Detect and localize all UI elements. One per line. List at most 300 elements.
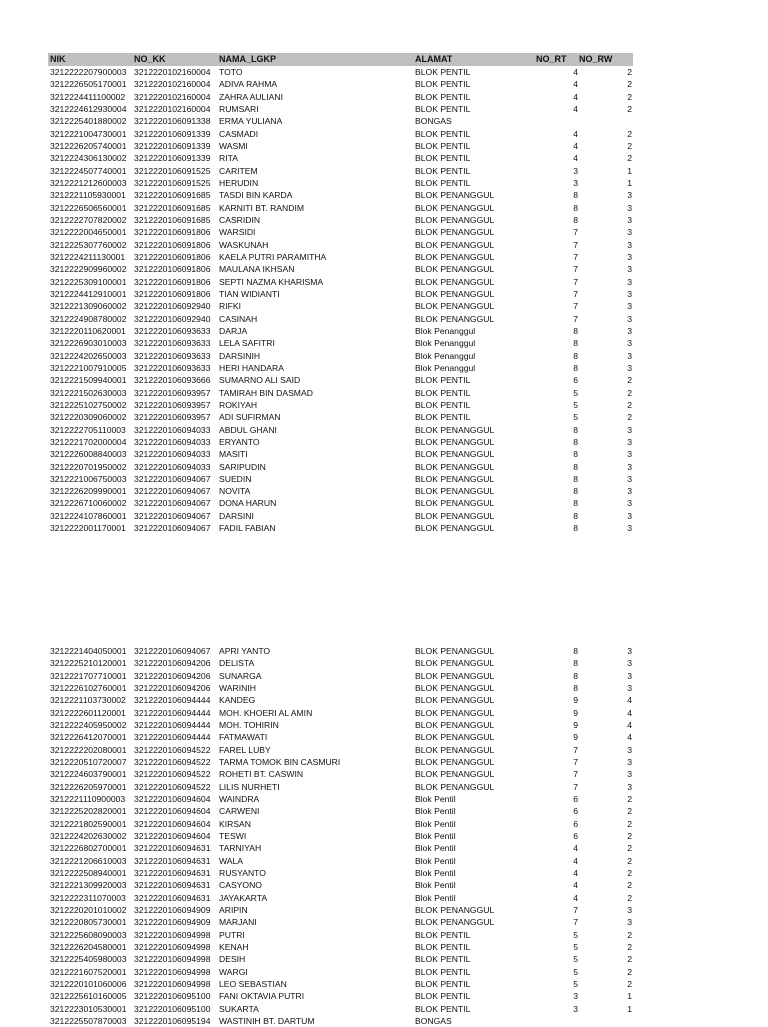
cell-nik: 3212226008840003 [50,449,127,460]
cell-alamat: Blok Pentil [415,880,456,891]
cell-no-rw: 3 [627,498,632,509]
cell-no-rw: 3 [627,301,632,312]
cell-alamat: BLOK PENTIL [415,954,471,965]
table-row [48,744,633,756]
cell-nama-lgkp: TASDI BIN KARDA [219,190,293,201]
cell-no-rt: 7 [573,276,578,287]
cell-nama-lgkp: MAULANA IKHSAN [219,264,295,275]
cell-nama-lgkp: HERI HANDARA [219,362,284,373]
cell-no-rt: 7 [573,769,578,780]
cell-no-rt: 9 [573,732,578,743]
cell-no-rw: 2 [627,387,632,398]
cell-no-rw: 3 [627,461,632,472]
cell-no-rw: 3 [627,202,632,213]
cell-nik: 3212225405980003 [50,954,127,965]
cell-alamat: BLOK PENANGGUL [415,424,495,435]
table-row [48,325,633,337]
cell-no-kk: 3212220106094033 [134,449,211,460]
cell-nik: 3212220110620001 [50,325,126,336]
table-row [48,719,633,731]
cell-nama-lgkp: FAREL LUBY [219,744,271,755]
table-row [48,177,633,189]
cell-nik: 3212224908780002 [50,313,127,324]
cell-nama-lgkp: FADIL FABIAN [219,523,276,534]
cell-no-kk: 3212220102160004 [134,91,211,102]
cell-no-rt: 9 [573,719,578,730]
cell-no-kk: 3212220106094998 [134,941,211,952]
table-row [48,436,633,448]
cell-no-rt: 9 [573,707,578,718]
cell-nama-lgkp: SUEDIN [219,473,252,484]
cell-no-rw: 2 [627,793,632,804]
cell-no-kk: 3212220106094067 [134,646,211,656]
cell-nama-lgkp: SUMARNO ALI SAID [219,375,301,386]
cell-nik: 3212224107860001 [50,510,127,521]
cell-nama-lgkp: CARITEM [219,165,258,176]
cell-alamat: BLOK PENANGGUL [415,461,495,472]
cell-alamat: BLOK PENTIL [415,978,471,989]
cell-no-kk: 3212220106095194 [134,1015,211,1026]
cell-nama-lgkp: KIRSAN [219,818,251,829]
cell-no-rt: 7 [573,301,578,312]
table-row [48,202,633,214]
cell-nama-lgkp: WASTINIH BT. DARTUM [219,1015,315,1026]
cell-no-rw: 4 [627,695,632,706]
table-row [48,350,633,362]
cell-nik: 3212222508940001 [50,867,127,878]
cell-no-kk: 3212220106094444 [134,719,211,730]
cell-nama-lgkp: FANI OKTAVIA PUTRI [219,991,305,1002]
cell-nama-lgkp: LEO SEBASTIAN [219,978,287,989]
cell-no-rw: 3 [627,744,632,755]
table-row [48,473,633,485]
cell-no-rw: 2 [627,103,632,114]
cell-no-rw: 3 [627,313,632,324]
cell-alamat: BLOK PENANGGUL [415,670,495,681]
table-row [48,707,633,719]
cell-no-kk: 3212220106093633 [134,325,211,336]
cell-no-kk: 3212220106094631 [134,843,211,854]
cell-alamat: BLOK PENANGGUL [415,251,495,262]
cell-nama-lgkp: CASRIDIN [219,214,261,225]
table-row [48,165,633,177]
cell-no-rw: 3 [627,239,632,250]
header-alamat: ALAMAT [415,54,453,64]
cell-nama-lgkp: DARSINIH [219,350,261,361]
cell-nama-lgkp: TARNIYAH [219,843,262,854]
cell-nama-lgkp: TOTO [219,67,243,77]
cell-no-rt: 8 [573,190,578,201]
cell-no-rt: 5 [573,412,578,423]
cell-no-kk: 3212220106094444 [134,695,211,706]
cell-alamat: BLOK PENANGGUL [415,658,495,669]
cell-alamat: BLOK PENANGGUL [415,227,495,238]
cell-no-rt: 4 [573,843,578,854]
cell-nik: 3212220309060002 [50,412,127,423]
cell-nik: 3212225608090003 [50,929,127,940]
table-row [48,276,633,288]
cell-no-rw: 1 [627,991,632,1002]
cell-no-rt: 8 [573,473,578,484]
cell-nik: 3212226205970001 [50,781,127,792]
cell-alamat: BLOK PENANGGUL [415,202,495,213]
cell-alamat: BLOK PENTIL [415,929,471,940]
table-row [48,670,633,682]
table-row [48,978,633,990]
table-row [48,929,633,941]
cell-no-rt: 8 [573,670,578,681]
cell-nama-lgkp: RUMSARI [219,103,259,114]
cell-no-rw: 2 [627,855,632,866]
cell-no-rw: 2 [627,830,632,841]
table-row [48,731,633,743]
cell-nik: 3212221707710001 [50,670,127,681]
cell-alamat: BLOK PENTIL [415,67,471,77]
cell-no-kk: 3212220106094631 [134,867,211,878]
table-row [48,892,633,904]
table-row [48,66,633,78]
cell-no-rw: 2 [627,806,632,817]
table-row [48,497,633,509]
cell-alamat: BLOK PENANGGUL [415,498,495,509]
cell-no-kk: 3212220106095100 [134,991,211,1002]
cell-no-kk: 3212220106094067 [134,486,211,497]
cell-nik: 3212220101060006 [50,978,127,989]
cell-no-rt: 8 [573,510,578,521]
cell-nik: 3212222909960002 [50,264,127,275]
cell-no-kk: 3212220106094522 [134,769,211,780]
cell-no-rt: 8 [573,658,578,669]
cell-no-rw: 2 [627,79,632,90]
cell-nik: 3212221004730001 [50,128,127,139]
cell-no-kk: 3212220106091525 [134,165,211,176]
cell-no-kk: 3212220106094522 [134,781,211,792]
cell-alamat: BLOK PENANGGUL [415,719,495,730]
cell-no-kk: 3212220106093633 [134,338,211,349]
cell-no-rt: 3 [573,177,578,188]
cell-no-kk: 3212220102160004 [134,79,211,90]
cell-no-kk: 3212220106094522 [134,744,211,755]
cell-nama-lgkp: CASYONO [219,880,262,891]
cell-nik: 3212224202650003 [50,350,127,361]
cell-no-rw: 1 [627,165,632,176]
cell-no-rt: 8 [573,424,578,435]
cell-nik: 3212222707820002 [50,214,127,225]
cell-nik: 3212222207900003 [50,67,127,77]
cell-no-rw: 3 [627,338,632,349]
cell-no-rt: 5 [573,387,578,398]
cell-no-rw: 3 [627,362,632,373]
cell-no-rt: 4 [573,140,578,151]
cell-alamat: BLOK PENTIL [415,941,471,952]
cell-no-kk: 3212220106093633 [134,350,211,361]
cell-no-kk: 3212220106094033 [134,424,211,435]
table-row [48,337,633,349]
cell-no-rw: 2 [627,412,632,423]
cell-nama-lgkp: KARNITI BT. RANDIM [219,202,304,213]
cell-no-kk: 3212220106091806 [134,264,211,275]
table-row [48,214,633,226]
cell-nik: 3212221309060002 [50,301,127,312]
cell-nama-lgkp: DELISTA [219,658,255,669]
cell-alamat: BLOK PENANGGUL [415,239,495,250]
cell-no-rt: 4 [573,128,578,139]
cell-nik: 3212221206610003 [50,855,127,866]
cell-no-kk: 3212220106091806 [134,251,211,262]
cell-nik: 3212221007910005 [50,362,127,373]
table-row [48,103,633,115]
cell-no-rw: 2 [627,128,632,139]
table-row [48,424,633,436]
cell-alamat: Blok Pentil [415,793,456,804]
cell-no-kk: 3212220106094998 [134,929,211,940]
cell-no-rw: 4 [627,732,632,743]
cell-nik: 3212225401880002 [50,116,127,127]
cell-no-rt: 8 [573,325,578,336]
table-row [48,374,633,386]
cell-alamat: BLOK PENANGGUL [415,486,495,497]
cell-alamat: BLOK PENANGGUL [415,276,495,287]
cell-no-kk: 3212220106094033 [134,436,211,447]
cell-no-kk: 3212220106091806 [134,288,211,299]
cell-no-rt: 7 [573,313,578,324]
cell-alamat: BLOK PENTIL [415,399,471,410]
cell-no-rw: 1 [627,1003,632,1014]
cell-no-rw: 3 [627,904,632,915]
cell-nik: 3212222202080001 [50,744,127,755]
cell-alamat: BLOK PENANGGUL [415,436,495,447]
table-row [48,793,633,805]
cell-no-rt: 8 [573,449,578,460]
cell-nama-lgkp: APRI YANTO [219,646,271,656]
table-row [48,879,633,891]
cell-no-rt: 4 [573,892,578,903]
cell-nik: 3212220701950002 [50,461,127,472]
table-row [48,78,633,90]
table-row [48,91,633,103]
table-row [48,461,633,473]
cell-no-rw: 3 [627,424,632,435]
table-row [48,128,633,140]
cell-nama-lgkp: SARIPUDIN [219,461,266,472]
table-row [48,657,633,669]
cell-no-rw: 2 [627,880,632,891]
cell-alamat: Blok Pentil [415,867,456,878]
cell-no-rt: 7 [573,264,578,275]
cell-no-kk: 3212220106094067 [134,510,211,521]
cell-no-rw: 3 [627,190,632,201]
cell-nama-lgkp: KENAH [219,941,249,952]
cell-no-kk: 3212220106093633 [134,362,211,373]
cell-alamat: BLOK PENTIL [415,103,471,114]
cell-no-kk: 3212220106094444 [134,732,211,743]
cell-no-kk: 3212220106094631 [134,892,211,903]
cell-no-kk: 3212220106094604 [134,818,211,829]
cell-nik: 3212225610160005 [50,991,127,1002]
table-row [48,522,633,534]
cell-nama-lgkp: RUSYANTO [219,867,266,878]
table-row [48,953,633,965]
cell-nik: 3212226102760001 [50,682,127,693]
cell-no-rt: 8 [573,202,578,213]
table-row [48,855,633,867]
cell-alamat: Blok Penanggul [415,350,476,361]
cell-nama-lgkp: ERMA YULIANA [219,116,283,127]
table-row [48,251,633,263]
cell-no-rt: 8 [573,338,578,349]
cell-nama-lgkp: WASMI [219,140,248,151]
cell-nik: 3212226710060002 [50,498,127,509]
cell-nama-lgkp: FATMAWATI [219,732,268,743]
cell-no-rw: 3 [627,646,632,656]
cell-no-rw: 3 [627,264,632,275]
cell-no-rw: 3 [627,473,632,484]
cell-no-kk: 3212220106093957 [134,399,211,410]
header-nama-lgkp: NAMA_LGKP [219,54,277,64]
cell-nama-lgkp: ROKIYAH [219,399,258,410]
cell-nik: 3212226505170001 [50,79,127,90]
cell-no-rw: 3 [627,510,632,521]
cell-no-kk: 3212220106094998 [134,978,211,989]
cell-no-rw: 2 [627,375,632,386]
cell-no-kk: 3212220106094909 [134,904,211,915]
cell-nama-lgkp: ROHETI BT. CASWIN [219,769,304,780]
cell-alamat: BLOK PENTIL [415,165,471,176]
cell-nik: 3212222601120001 [50,707,126,718]
cell-nik: 3212221502630003 [50,387,127,398]
cell-nik: 3212222705110003 [50,424,126,435]
cell-nama-lgkp: WASKUNAH [219,239,269,250]
cell-no-rw: 2 [627,978,632,989]
cell-no-rt: 3 [573,165,578,176]
cell-no-rt: 5 [573,978,578,989]
table-row [48,805,633,817]
cell-no-kk: 3212220106094067 [134,473,211,484]
cell-alamat: BLOK PENTIL [415,412,471,423]
cell-nama-lgkp: ABDUL GHANI [219,424,277,435]
cell-nik: 3212226205740001 [50,140,127,151]
cell-no-rw: 2 [627,892,632,903]
cell-no-rt: 5 [573,966,578,977]
cell-alamat: BLOK PENTIL [415,966,471,977]
cell-no-rt: 8 [573,436,578,447]
cell-no-kk: 3212220106091685 [134,190,211,201]
cell-no-rt: 8 [573,350,578,361]
cell-nama-lgkp: DARSINI [219,510,254,521]
table-row [48,226,633,238]
cell-alamat: BLOK PENANGGUL [415,904,495,915]
cell-nik: 3212226903010003 [50,338,127,349]
cell-no-kk: 3212220106094522 [134,756,211,767]
cell-alamat: BLOK PENANGGUL [415,301,495,312]
cell-nama-lgkp: TARMA TOMOK BIN CASMURI [219,756,341,767]
cell-alamat: BLOK PENTIL [415,177,471,188]
cell-no-kk: 3212220106094206 [134,670,211,681]
cell-alamat: BLOK PENANGGUL [415,707,495,718]
cell-no-rw: 4 [627,719,632,730]
cell-nik: 3212221103730002 [50,695,126,706]
table-row [48,818,633,830]
cell-nik: 3212221607520001 [50,966,127,977]
cell-no-rt: 4 [573,91,578,102]
table-row [48,510,633,522]
cell-no-rw: 1 [627,177,632,188]
cell-nama-lgkp: PUTRI [219,929,245,940]
table-row [48,1003,633,1015]
cell-no-kk: 3212220106091685 [134,214,211,225]
table-row [48,288,633,300]
cell-no-rt: 8 [573,498,578,509]
cell-no-rt: 5 [573,941,578,952]
cell-alamat: BLOK PENANGGUL [415,732,495,743]
cell-no-kk: 3212220106094631 [134,880,211,891]
cell-nama-lgkp: ARIPIN [219,904,248,915]
cell-no-rw: 2 [627,941,632,952]
table-row [48,781,633,793]
cell-no-kk: 3212220106094604 [134,830,211,841]
cell-nama-lgkp: WARSIDI [219,227,256,238]
cell-nik: 3212224603790001 [50,769,127,780]
cell-nik: 3212221404050001 [50,646,127,656]
cell-nama-lgkp: TIAN WIDIANTI [219,288,280,299]
cell-no-rt: 5 [573,929,578,940]
cell-nama-lgkp: JAYAKARTA [219,892,268,903]
cell-no-rt: 6 [573,806,578,817]
cell-nik: 3212222311070003 [50,892,126,903]
cell-nama-lgkp: ERYANTO [219,436,260,447]
cell-no-kk: 3212220106094067 [134,523,211,534]
cell-nik: 3212224507740001 [50,165,127,176]
cell-no-kk: 3212220106092940 [134,301,211,312]
cell-nik: 3212224202630002 [50,830,127,841]
cell-nama-lgkp: DARJA [219,325,248,336]
cell-nik: 3212225507870003 [50,1015,127,1026]
table-row [48,842,633,854]
cell-no-kk: 3212220106094998 [134,954,211,965]
cell-no-kk: 3212220106094998 [134,966,211,977]
cell-no-rw: 3 [627,449,632,460]
cell-nama-lgkp: SUKARTA [219,1003,259,1014]
cell-no-rw: 3 [627,658,632,669]
cell-nik: 3212225309100001 [50,276,127,287]
cell-alamat: Blok Pentil [415,843,456,854]
cell-no-rw: 2 [627,399,632,410]
cell-no-rw: 2 [627,843,632,854]
cell-alamat: BONGAS [415,1015,452,1026]
cell-nama-lgkp: RITA [219,153,238,164]
cell-no-rt: 8 [573,461,578,472]
cell-no-kk: 3212220106094604 [134,793,211,804]
table-page-1 [48,53,633,534]
table-row [48,189,633,201]
cell-nik: 3212222405950002 [50,719,127,730]
cell-no-rt: 8 [573,646,578,656]
cell-no-kk: 3212220106091339 [134,128,211,139]
cell-nama-lgkp: KAELA PUTRI PARAMITHA [219,251,327,262]
table-row [48,645,633,657]
table-row [48,990,633,1002]
cell-no-rt: 6 [573,818,578,829]
cell-no-rw: 2 [627,91,632,102]
cell-nama-lgkp: WARGI [219,966,248,977]
cell-alamat: BLOK PENANGGUL [415,682,495,693]
cell-no-rw: 3 [627,214,632,225]
cell-nama-lgkp: ADIVA RAHMA [219,79,278,90]
cell-nama-lgkp: MOH. TOHIRIN [219,719,279,730]
cell-nik: 3212221212600003 [50,177,127,188]
cell-alamat: BLOK PENTIL [415,387,471,398]
cell-nama-lgkp: LELA SAFITRI [219,338,275,349]
